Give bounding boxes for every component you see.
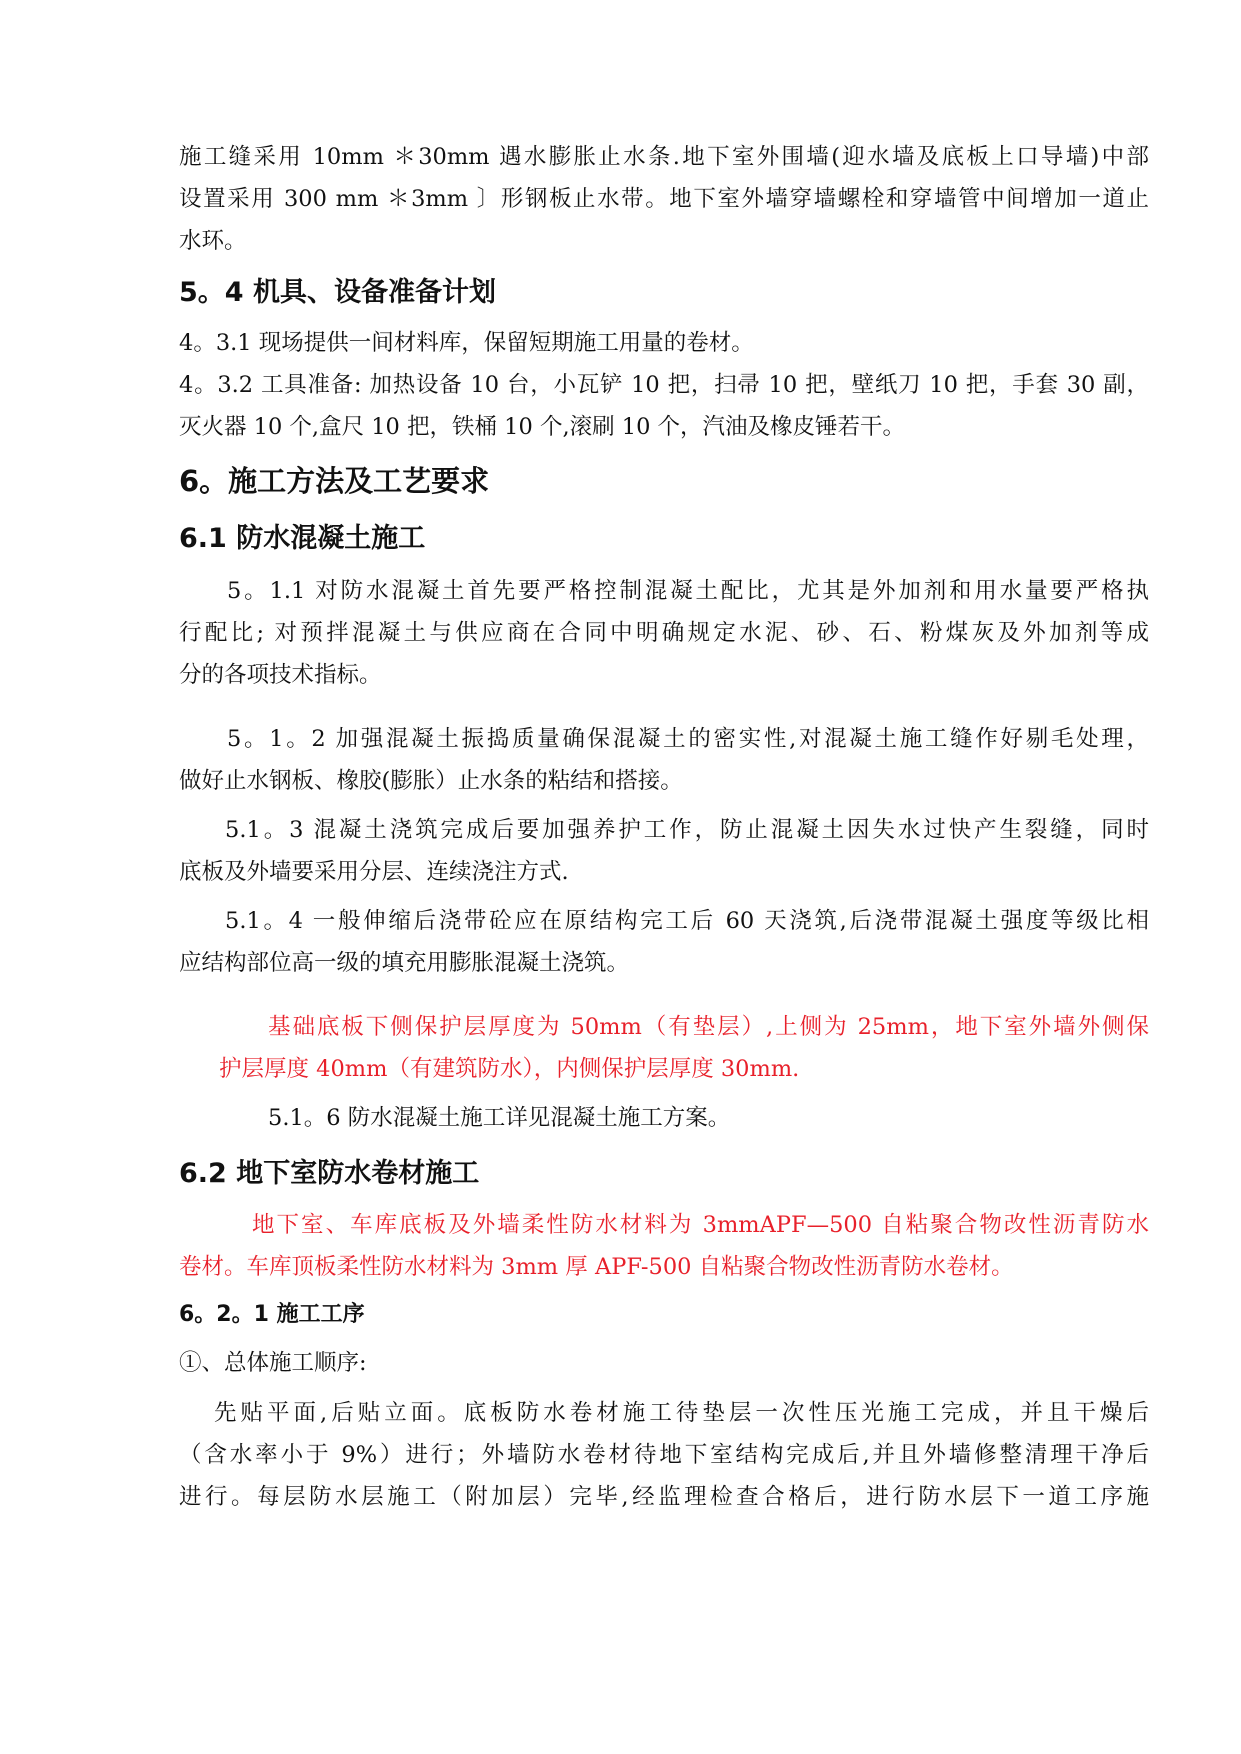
heading-5-4-equipment-plan: 5。4 机具、设备准备计划 (179, 277, 496, 308)
paragraph-construction-joint-line-1: 施工缝采用 10mm ＊30mm 遇水膨胀止水条.地下室外围墙(迎水墙及底板上口导墙)中部 (179, 144, 1149, 170)
highlight-membrane-material-line-1: 地下室、车库底板及外墙柔性防水材料为 3mmAPF—500 自粘聚合物改性沥青防水 (252, 1212, 1149, 1238)
paragraph-5-1-3-line-1: 5.1。3 混凝土浇筑完成后要加强养护工作，防止混凝土因失水过快产生裂缝，同时 (225, 817, 1149, 843)
paragraph-overall-sequence: ①、总体施工顺序: (179, 1350, 367, 1376)
paragraph-construction-joint-line-3: 水环。 (179, 228, 247, 254)
paragraph-5-1-4-line-1: 5.1。4 一般伸缩后浇带砼应在原结构完工后 60 天浇筑,后浇带混凝土强度等级比相 (225, 908, 1149, 934)
paragraph-sequence-line-2: （含水率小于 9%）进行；外墙防水卷材待地下室结构完成后,并且外墙修整清理干净后 (179, 1442, 1149, 1468)
heading-6-2-1-process: 6。2。1 施工工序 (179, 1302, 365, 1327)
highlight-cover-thickness-line-2: 护层厚度 40mm（有建筑防水），内侧保护层厚度 30mm. (219, 1056, 800, 1082)
heading-6-2-basement-membrane: 6.2 地下室防水卷材施工 (179, 1158, 480, 1189)
paragraph-5-1-6: 5.1。6 防水混凝土施工详见混凝土施工方案。 (268, 1105, 731, 1131)
paragraph-5-1-3-line-2: 底板及外墙要采用分层、连续浇注方式. (179, 859, 569, 885)
paragraph-construction-joint-line-2: 设置采用 300 mm ＊3mm 〕形钢板止水带。地下室外墙穿墙螺栓和穿墙管中间增加一道止 (179, 186, 1149, 212)
highlight-cover-thickness-line-1: 基础底板下侧保护层厚度为 50mm（有垫层）,上侧为 25mm，地下室外墙外侧保 (268, 1014, 1149, 1040)
paragraph-sequence-line-1: 先贴平面,后贴立面。底板防水卷材施工待垫层一次性压光施工完成，并且干燥后 (214, 1400, 1149, 1426)
paragraph-4-3-2-line-1: 4。3.2 工具准备: 加热设备 10 台，小瓦铲 10 把，扫帚 10 把，壁纸刀 10 把，手套 30 副， (179, 372, 1149, 398)
paragraph-4-3-1: 4。3.1 现场提供一间材料库，保留短期施工用量的卷材。 (179, 330, 754, 356)
paragraph-5-1-2-line-2: 做好止水钢板、橡胶(膨胀）止水条的粘结和搭接。 (179, 768, 683, 794)
paragraph-5-1-4-line-2: 应结构部位高一级的填充用膨胀混凝土浇筑。 (179, 950, 630, 976)
paragraph-5-1-1-line-3: 分的各项技术指标。 (179, 662, 382, 688)
paragraph-sequence-line-3: 进行。每层防水层施工（附加层）完毕,经监理检查合格后，进行防水层下一道工序施 (179, 1484, 1149, 1510)
paragraph-5-1-1-line-2: 行配比; 对预拌混凝土与供应商在合同中明确规定水泥、砂、石、粉煤灰及外加剂等成 (179, 620, 1149, 646)
paragraph-4-3-2-line-2: 灭火器 10 个,盒尺 10 把，铁桶 10 个,滚刷 10 个，汽油及橡皮锤若干。 (179, 414, 906, 440)
heading-6-1-waterproof-concrete: 6.1 防水混凝土施工 (179, 523, 426, 554)
paragraph-5-1-1-line-1: 5。1.1 对防水混凝土首先要严格控制混凝土配比，尤其是外加剂和用水量要严格执 (227, 578, 1149, 604)
heading-6-construction-method: 6。施工方法及工艺要求 (179, 464, 490, 498)
paragraph-5-1-2-line-1: 5。1。2 加强混凝土振捣质量确保混凝土的密实性,对混凝土施工缝作好剔毛处理， (227, 726, 1149, 752)
highlight-membrane-material-line-2: 卷材。车库顶板柔性防水材料为 3mm 厚 APF-500 自粘聚合物改性沥青防水卷材。 (179, 1254, 1014, 1280)
